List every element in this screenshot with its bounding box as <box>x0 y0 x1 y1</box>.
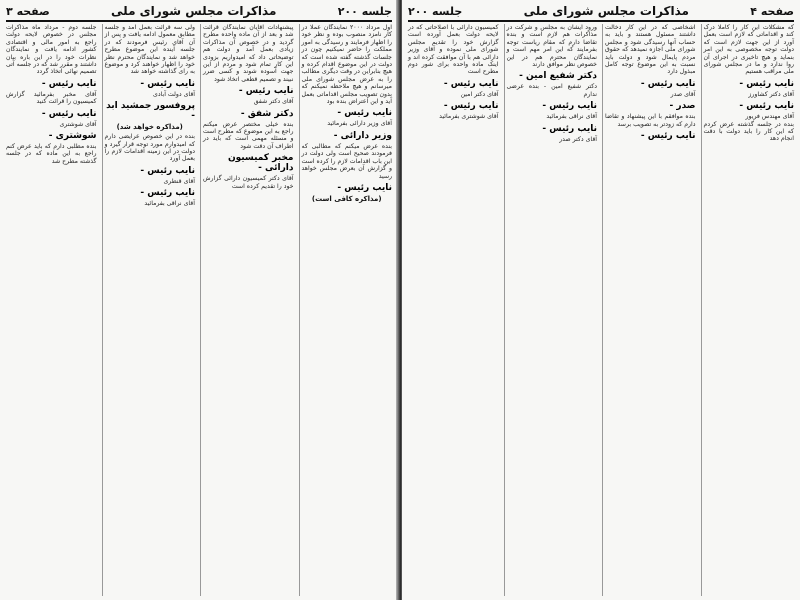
page-number: صفحه ۳ <box>6 4 50 18</box>
speaker-label: نایب رئیس - <box>542 123 597 134</box>
speaker-label: نایب رئیس - <box>337 108 392 119</box>
left-columns <box>4 24 394 596</box>
paragraph: آقای صدر <box>670 90 696 98</box>
session-label: جلسه ۲۰۰ <box>408 4 463 18</box>
paragraph: آقای نراقی بفرمائید <box>546 113 597 121</box>
text-column <box>200 24 296 596</box>
right-columns <box>406 24 796 596</box>
journal-title: مذاکرات مجلس شورای ملی <box>111 4 277 18</box>
speaker-label: نایب رئیس - <box>443 78 499 89</box>
paragraph: بنده مطلبی دارم که باید عرض کنم راجع به این ماده که در جلسه گذشته مطرح شد <box>6 143 97 165</box>
paragraph: بنده خیلی مختصر عرض میکنم راجع به این موضوع که مطرح است و مسئله مهمی است که باید در اطراف آن دقت شود <box>202 120 294 150</box>
speaker-label: نایب رئیس - <box>140 78 195 89</box>
paragraph: جلسه دوم - مرداد ماه مذاکرات مجلس در خصوص لایحه دولت راجع به امور مالی و اقتصادی کشور ادامه یافت و نمایندگان نظرات خود را در این باره بیان داشتند و مقرر شد که در جلسه آتی تصمیم نهائی اتخاذ گردد <box>6 24 97 76</box>
paragraph: آقای دکتر کمیسیون دارائی گزارش خود را تقدیم کرده است <box>203 175 294 190</box>
page-header <box>408 2 794 22</box>
paragraph: ورود ایشان به مجلس و شرکت در مذاکرات هم لازم است و بنده تقاضا دارم که مقام ریاست توجه بفرمایند که این امر مهم است و نمایندگان محترم هم در این خصوص نظر موافق دارند <box>506 24 597 69</box>
paragraph: آقای دکتر شفق <box>253 98 294 106</box>
speaker-label: نایب رئیس - <box>337 182 392 193</box>
paragraph: بنده در این خصوص عرایضی دارم که امیدوارم مورد توجه قرار گیرد و دولت در این زمینه اقدامات لازم را بعمل آورد <box>104 133 195 163</box>
paragraph: بنده در جلسه گذشته عرض کردم که این کار را باید دولت با دقت انجام دهد <box>703 120 794 143</box>
left-page <box>0 0 398 600</box>
text-column <box>602 24 698 596</box>
journal-title: مذاکرات مجلس شورای ملی <box>523 4 689 18</box>
paragraph: آقای وزیر دارائی بفرمائید <box>327 120 392 128</box>
session-label: جلسه ۲۰۰ <box>337 4 392 18</box>
speaker-label: صدر - <box>669 101 696 112</box>
speaker-label: نایب رئیس - <box>41 108 97 119</box>
text-column <box>4 24 99 596</box>
paragraph: آقای شوشتری بفرمائید <box>439 113 499 121</box>
centered-note: (مذاکره کافی است) <box>311 194 382 203</box>
paragraph: که مشکلات این کار را کاملا درک کند و اقداماتی که لازم است بعمل آورد از این جهت لازم است که دولت توجه مخصوصی به این امر بنماید و هیچ تاخیری در اجرای آن روا ندارد و ما در مجلس شورای ملی مراقب هستیم <box>703 24 794 76</box>
paragraph: اول مرداد ۲۰۰۰ نمایندگان عملا در کار نامزد منصوب بوده و نظر خود را اظهار فرمایند و رسیدگی به امور مملکت را حاضر نمیکنیم چون در جلسات گذشته گفته شده است که دولت در این موضوع اقدام کرده و هیچ بنابراین در وقت دیگری مطالب را به عرض مجلس شورای ملی میرسانم و هیچ ملاحظه نمیکنم که بدون تصویب مجلس اقداماتی بعمل آید و این اعتراض بنده بود <box>301 24 392 106</box>
text-column <box>504 24 600 596</box>
speaker-label: نایب رئیس - <box>140 188 195 199</box>
speaker-label: نایب رئیس - <box>443 101 499 112</box>
paragraph: ولی سه قرائت بعمل آمد و جلسه مطابق معمول ادامه یافت و پس از آن آقای رئیس فرمودند که در جلسه آینده این موضوع مطرح خواهد شد و نمایندگان محترم نظر خود را اظهار خواهند کرد و موضوع به رای گذاشته خواهد شد <box>104 24 195 76</box>
speaker-label: نایب رئیس - <box>640 78 696 89</box>
paragraph: آقای مخبر بفرمائید گزارش کمیسیون را قرائت کنید <box>6 90 97 106</box>
paragraph: پیشنهادات آقایان نمایندگان قرائت شد و بعد از آن ماده واحده مطرح گردید و در خصوص آن مذاکرات زیادی بعمل آمد و دولت هم توضیحاتی داد که امیدواریم بزودی این کار تمام شود و مردم از این جهت آسوده شوند و کسی ضرر نبیند و تصمیم قطعی اتخاذ شود <box>203 24 294 83</box>
paragraph: دکتر شفیع امین - بنده عرضی ندارم <box>506 83 597 98</box>
paragraph: آقای قنطری <box>163 177 195 185</box>
speaker-label: نایب رئیس - <box>140 165 195 176</box>
paragraph: بنده موافقم با این پیشنهاد و تقاضا دارم که زودتر به تصویب برسد <box>605 113 696 128</box>
speaker-label: نایب رئیس - <box>640 131 696 142</box>
speaker-label: وزیر دارائی - <box>333 130 392 141</box>
speaker-label: نایب رئیس - <box>739 78 794 89</box>
speaker-label: نایب رئیس - <box>739 101 794 112</box>
paragraph: اشخاصی که در این کار دخالت داشتند مسئول هستند و باید به حساب آنها رسیدگی شود و مجلس شورای ملی اجازه نمیدهد که حقوق مردم پایمال شود و دولت باید نسبت به این موضوع توجه کامل مبذول دارد <box>605 24 696 76</box>
paragraph: آقای دکتر صدر <box>559 135 597 143</box>
centered-note: (مذاکره خواهد شد) <box>116 123 183 132</box>
paragraph: آقای دولت آبادی <box>153 90 195 98</box>
text-column <box>102 24 198 596</box>
speaker-label: دکتر شفیع امین - <box>519 71 597 82</box>
speaker-label: پروفسور جمشید ابد - <box>106 101 195 122</box>
paragraph: آقای دکتر کشاورز <box>748 90 794 98</box>
paragraph: آقای دکتر امین <box>460 90 499 98</box>
page-number: صفحه ۴ <box>750 4 794 18</box>
speaker-label: دکتر شفق - <box>240 108 294 119</box>
text-column <box>406 24 501 596</box>
paragraph: آقای نراقی بفرمائید <box>144 200 195 208</box>
text-column <box>701 24 797 596</box>
speaker-label: نایب رئیس - <box>41 78 97 89</box>
page-header <box>6 2 392 22</box>
paragraph: آقای شوشتری <box>59 120 97 128</box>
paragraph: آقای مهندس فریور <box>745 113 794 121</box>
paragraph: بنده عرض میکنم که مطالبی که فرمودند صحیح است ولی دولت در این باب اقدامات لازم را کرده است و گزارش آن بعرض مجلس خواهد رسید <box>301 142 392 180</box>
speaker-label: نایب رئیس - <box>238 86 294 97</box>
speaker-label: شوشتری - <box>48 131 97 142</box>
right-page <box>402 0 800 600</box>
paragraph: کمیسیون دارائی با اصلاحاتی که در لایحه دولت بعمل آورده است گزارش خود را تقدیم مجلس شورای ملی نموده و آقای وزیر دارائی هم با آن موافقت کرده اند و اینک ماده واحده برای شور دوم مطرح است <box>408 24 499 76</box>
speaker-label: نایب رئیس - <box>542 101 597 112</box>
text-column <box>299 24 395 596</box>
speaker-label: مخبر کمیسیون دارائی - <box>227 153 294 174</box>
